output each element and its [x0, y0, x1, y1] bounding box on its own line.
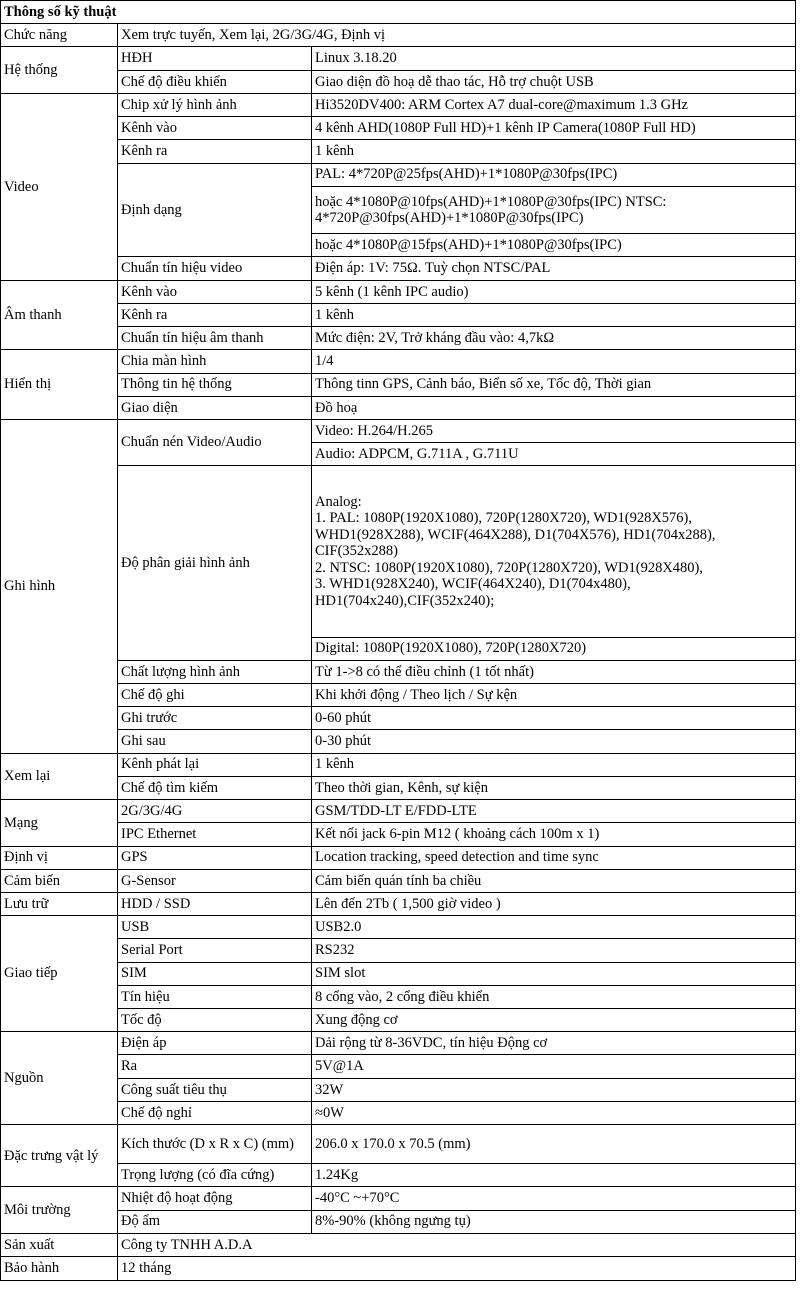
- spec-label: Chuẩn tín hiệu video: [118, 257, 312, 280]
- table-row: [1, 916, 796, 939]
- table-row: [1, 962, 796, 985]
- spec-value: ≈0W: [312, 1101, 796, 1124]
- table-row: [1, 163, 796, 186]
- spec-label: Kênh vào: [118, 117, 312, 140]
- table-row: [1, 753, 796, 776]
- table-row: [1, 869, 796, 892]
- spec-label: Ghi sau: [118, 730, 312, 753]
- spec-value: Công ty TNHH A.D.A: [118, 1233, 796, 1256]
- group-label: Nguồn: [1, 1032, 118, 1125]
- group-label: Hệ thống: [1, 47, 118, 93]
- spec-value: Video: H.264/H.265: [312, 420, 796, 443]
- spec-label: Kênh ra: [118, 140, 312, 163]
- spec-label: Serial Port: [118, 939, 312, 962]
- spec-label: Chế độ ghi: [118, 683, 312, 706]
- spec-label: Ra: [118, 1055, 312, 1078]
- group-label: Môi trường: [1, 1187, 118, 1233]
- table-row: [1, 93, 796, 116]
- spec-value: Analog: 1. PAL: 1080P(1920X1080), 720P(1280X720), WD1(928X576), WHD1(928X288), WCIF(464X288), D1(704X576), HD1(704x288), CIF(352x288) 2. NTSC: 1080P(1920X1080), 720P(1280X720), WD1(928X480), 3. WHD1(928X240), WCIF(464X240), D1(704x480), HD1(704x240),CIF(352x240);: [312, 466, 796, 637]
- spec-label: HĐH: [118, 47, 312, 70]
- spec-label: Nhiệt độ hoạt động: [118, 1187, 312, 1210]
- table-row: [1, 823, 796, 846]
- table-row: [1, 1125, 796, 1164]
- spec-value: hoặc 4*1080P@10fps(AHD)+1*1080P@30fps(IPC) NTSC: 4*720P@30fps(AHD)+1*1080P@30fps(IPC): [312, 186, 796, 234]
- spec-value: Giao diện đồ hoạ dễ thao tác, Hỗ trợ chuột USB: [312, 70, 796, 93]
- spec-value: 1 kênh: [312, 753, 796, 776]
- spec-value: -40°C ~+70°C: [312, 1187, 796, 1210]
- spec-value: Kết nối jack 6-pin M12 ( khoảng cách 100m x 1): [312, 823, 796, 846]
- spec-value: 8%-90% (không ngưng tụ): [312, 1210, 796, 1233]
- spec-label: Chia màn hình: [118, 350, 312, 373]
- group-label: Ghi hình: [1, 420, 118, 754]
- spec-value: Dải rộng từ 8-36VDC, tín hiệu Động cơ: [312, 1032, 796, 1055]
- table-row: [1, 70, 796, 93]
- spec-value: Thông tinn GPS, Cảnh báo, Biển số xe, Tốc độ, Thời gian: [312, 373, 796, 396]
- table-row: [1, 373, 796, 396]
- table-row: [1, 660, 796, 683]
- group-label: Định vị: [1, 846, 118, 869]
- spec-value: 8 cổng vào, 2 cổng điều khiển: [312, 985, 796, 1008]
- spec-label: Chất lượng hình ảnh: [118, 660, 312, 683]
- group-label: Âm thanh: [1, 280, 118, 350]
- table-row: [1, 1233, 796, 1256]
- table-row: [1, 1257, 796, 1281]
- group-label: Giao tiếp: [1, 916, 118, 1032]
- spec-label: HDD / SSD: [118, 892, 312, 915]
- table-row: [1, 1078, 796, 1101]
- spec-label: Kênh vào: [118, 280, 312, 303]
- spec-label: 2G/3G/4G: [118, 800, 312, 823]
- table-row: [1, 327, 796, 350]
- table-row: [1, 1187, 796, 1210]
- spec-value: Audio: ADPCM, G.711A , G.711U: [312, 443, 796, 466]
- spec-value: Từ 1->8 có thể điều chỉnh (1 tốt nhất): [312, 660, 796, 683]
- spec-label: SIM: [118, 962, 312, 985]
- table-row: [1, 846, 796, 869]
- table-row: [1, 396, 796, 419]
- spec-value: 1 kênh: [312, 140, 796, 163]
- spec-label: Ghi trước: [118, 707, 312, 730]
- spec-value: 1 kênh: [312, 303, 796, 326]
- table-row: [1, 117, 796, 140]
- spec-value: PAL: 4*720P@25fps(AHD)+1*1080P@30fps(IPC): [312, 163, 796, 186]
- spec-label: USB: [118, 916, 312, 939]
- spec-value: Đồ hoạ: [312, 396, 796, 419]
- table-row: [1, 1164, 796, 1187]
- group-label: Xem lại: [1, 753, 118, 799]
- table-row: [1, 1032, 796, 1055]
- spec-label: Chế độ nghỉ: [118, 1101, 312, 1124]
- table-row: [1, 730, 796, 753]
- spec-value: 32W: [312, 1078, 796, 1101]
- table-row: [1, 140, 796, 163]
- table-row: [1, 939, 796, 962]
- table-row: [1, 892, 796, 915]
- spec-value: Xem trực tuyến, Xem lại, 2G/3G/4G, Định vị: [118, 24, 796, 47]
- spec-label: Tín hiệu: [118, 985, 312, 1008]
- spec-label: Tốc độ: [118, 1009, 312, 1032]
- spec-value: 0-30 phút: [312, 730, 796, 753]
- spec-value: SIM slot: [312, 962, 796, 985]
- spec-value: GSM/TDD-LT E/FDD-LTE: [312, 800, 796, 823]
- spec-value: Linux 3.18.20: [312, 47, 796, 70]
- table-row: [1, 1101, 796, 1124]
- table-row: [1, 707, 796, 730]
- spec-value: USB2.0: [312, 916, 796, 939]
- spec-label: Công suất tiêu thụ: [118, 1078, 312, 1101]
- spec-value: Hi3520DV400: ARM Cortex A7 dual-core@maximum 1.3 GHz: [312, 93, 796, 116]
- spec-label: IPC Ethernet: [118, 823, 312, 846]
- table-row: [1, 466, 796, 637]
- spec-label: GPS: [118, 846, 312, 869]
- spec-value: 5 kênh (1 kênh IPC audio): [312, 280, 796, 303]
- spec-label: Giao diện: [118, 396, 312, 419]
- spec-value: 12 tháng: [118, 1257, 796, 1281]
- group-label: Chức năng: [1, 24, 118, 47]
- table-row: [1, 1210, 796, 1233]
- table-row: [1, 683, 796, 706]
- spec-value: hoặc 4*1080P@15fps(AHD)+1*1080P@30fps(IPC): [312, 234, 796, 257]
- spec-label: Điện áp: [118, 1032, 312, 1055]
- spec-label: Chip xử lý hình ảnh: [118, 93, 312, 116]
- table-row: [1, 420, 796, 443]
- table-row: [1, 350, 796, 373]
- group-label: Sản xuất: [1, 1233, 118, 1256]
- spec-label: Trọng lượng (có đĩa cứng): [118, 1164, 312, 1187]
- table-row: [1, 985, 796, 1008]
- spec-value: 206.0 x 170.0 x 70.5 (mm): [312, 1125, 796, 1164]
- spec-label: Chuẩn tín hiệu âm thanh: [118, 327, 312, 350]
- group-label: Video: [1, 93, 118, 280]
- spec-label: Kênh ra: [118, 303, 312, 326]
- spec-label: Độ phân giải hình ảnh: [118, 466, 312, 660]
- spec-value: Lên đến 2Tb ( 1,500 giờ video ): [312, 892, 796, 915]
- table-row: [1, 1055, 796, 1078]
- table-row: [1, 280, 796, 303]
- spec-label: G-Sensor: [118, 869, 312, 892]
- table-title-row: [1, 1, 796, 24]
- spec-value: Location tracking, speed detection and time sync: [312, 846, 796, 869]
- table-row: [1, 776, 796, 799]
- spec-label: Chế độ tìm kiếm: [118, 776, 312, 799]
- spec-value: Mức điện: 2V, Trở kháng đầu vào: 4,7kΩ: [312, 327, 796, 350]
- table-row: [1, 257, 796, 280]
- group-label: Đặc trưng vật lý: [1, 1125, 118, 1187]
- spec-value: Digital: 1080P(1920X1080), 720P(1280X720): [312, 637, 796, 660]
- spec-label: Kênh phát lại: [118, 753, 312, 776]
- spec-label: Thông tin hệ thống: [118, 373, 312, 396]
- table-row: [1, 1009, 796, 1032]
- group-label: Cảm biến: [1, 869, 118, 892]
- spec-label: Kích thước (D x R x C) (mm): [118, 1125, 312, 1164]
- spec-value: Khi khởi động / Theo lịch / Sự kện: [312, 683, 796, 706]
- group-label: Bảo hành: [1, 1257, 118, 1281]
- spec-label: Chế độ điều khiển: [118, 70, 312, 93]
- table-title: Thông số kỹ thuật: [1, 1, 796, 24]
- spec-value: 0-60 phút: [312, 707, 796, 730]
- spec-label: Chuẩn nén Video/Audio: [118, 420, 312, 466]
- spec-value: Theo thời gian, Kênh, sự kiện: [312, 776, 796, 799]
- table-row: [1, 800, 796, 823]
- spec-value: 1/4: [312, 350, 796, 373]
- table-row: [1, 303, 796, 326]
- spec-value: 4 kênh AHD(1080P Full HD)+1 kênh IP Camera(1080P Full HD): [312, 117, 796, 140]
- spec-value: Điện áp: 1V: 75Ω. Tuỳ chọn NTSC/PAL: [312, 257, 796, 280]
- spec-label: Độ ẩm: [118, 1210, 312, 1233]
- spec-label: Định dạng: [118, 163, 312, 257]
- spec-value: 5V@1A: [312, 1055, 796, 1078]
- spec-value: RS232: [312, 939, 796, 962]
- spec-value: Cảm biến quán tính ba chiều: [312, 869, 796, 892]
- spec-value: 1.24Kg: [312, 1164, 796, 1187]
- spec-value: Xung động cơ: [312, 1009, 796, 1032]
- group-label: Lưu trữ: [1, 892, 118, 915]
- group-label: Hiển thị: [1, 350, 118, 420]
- group-label: Mạng: [1, 800, 118, 846]
- table-row: [1, 24, 796, 47]
- table-row: [1, 47, 796, 70]
